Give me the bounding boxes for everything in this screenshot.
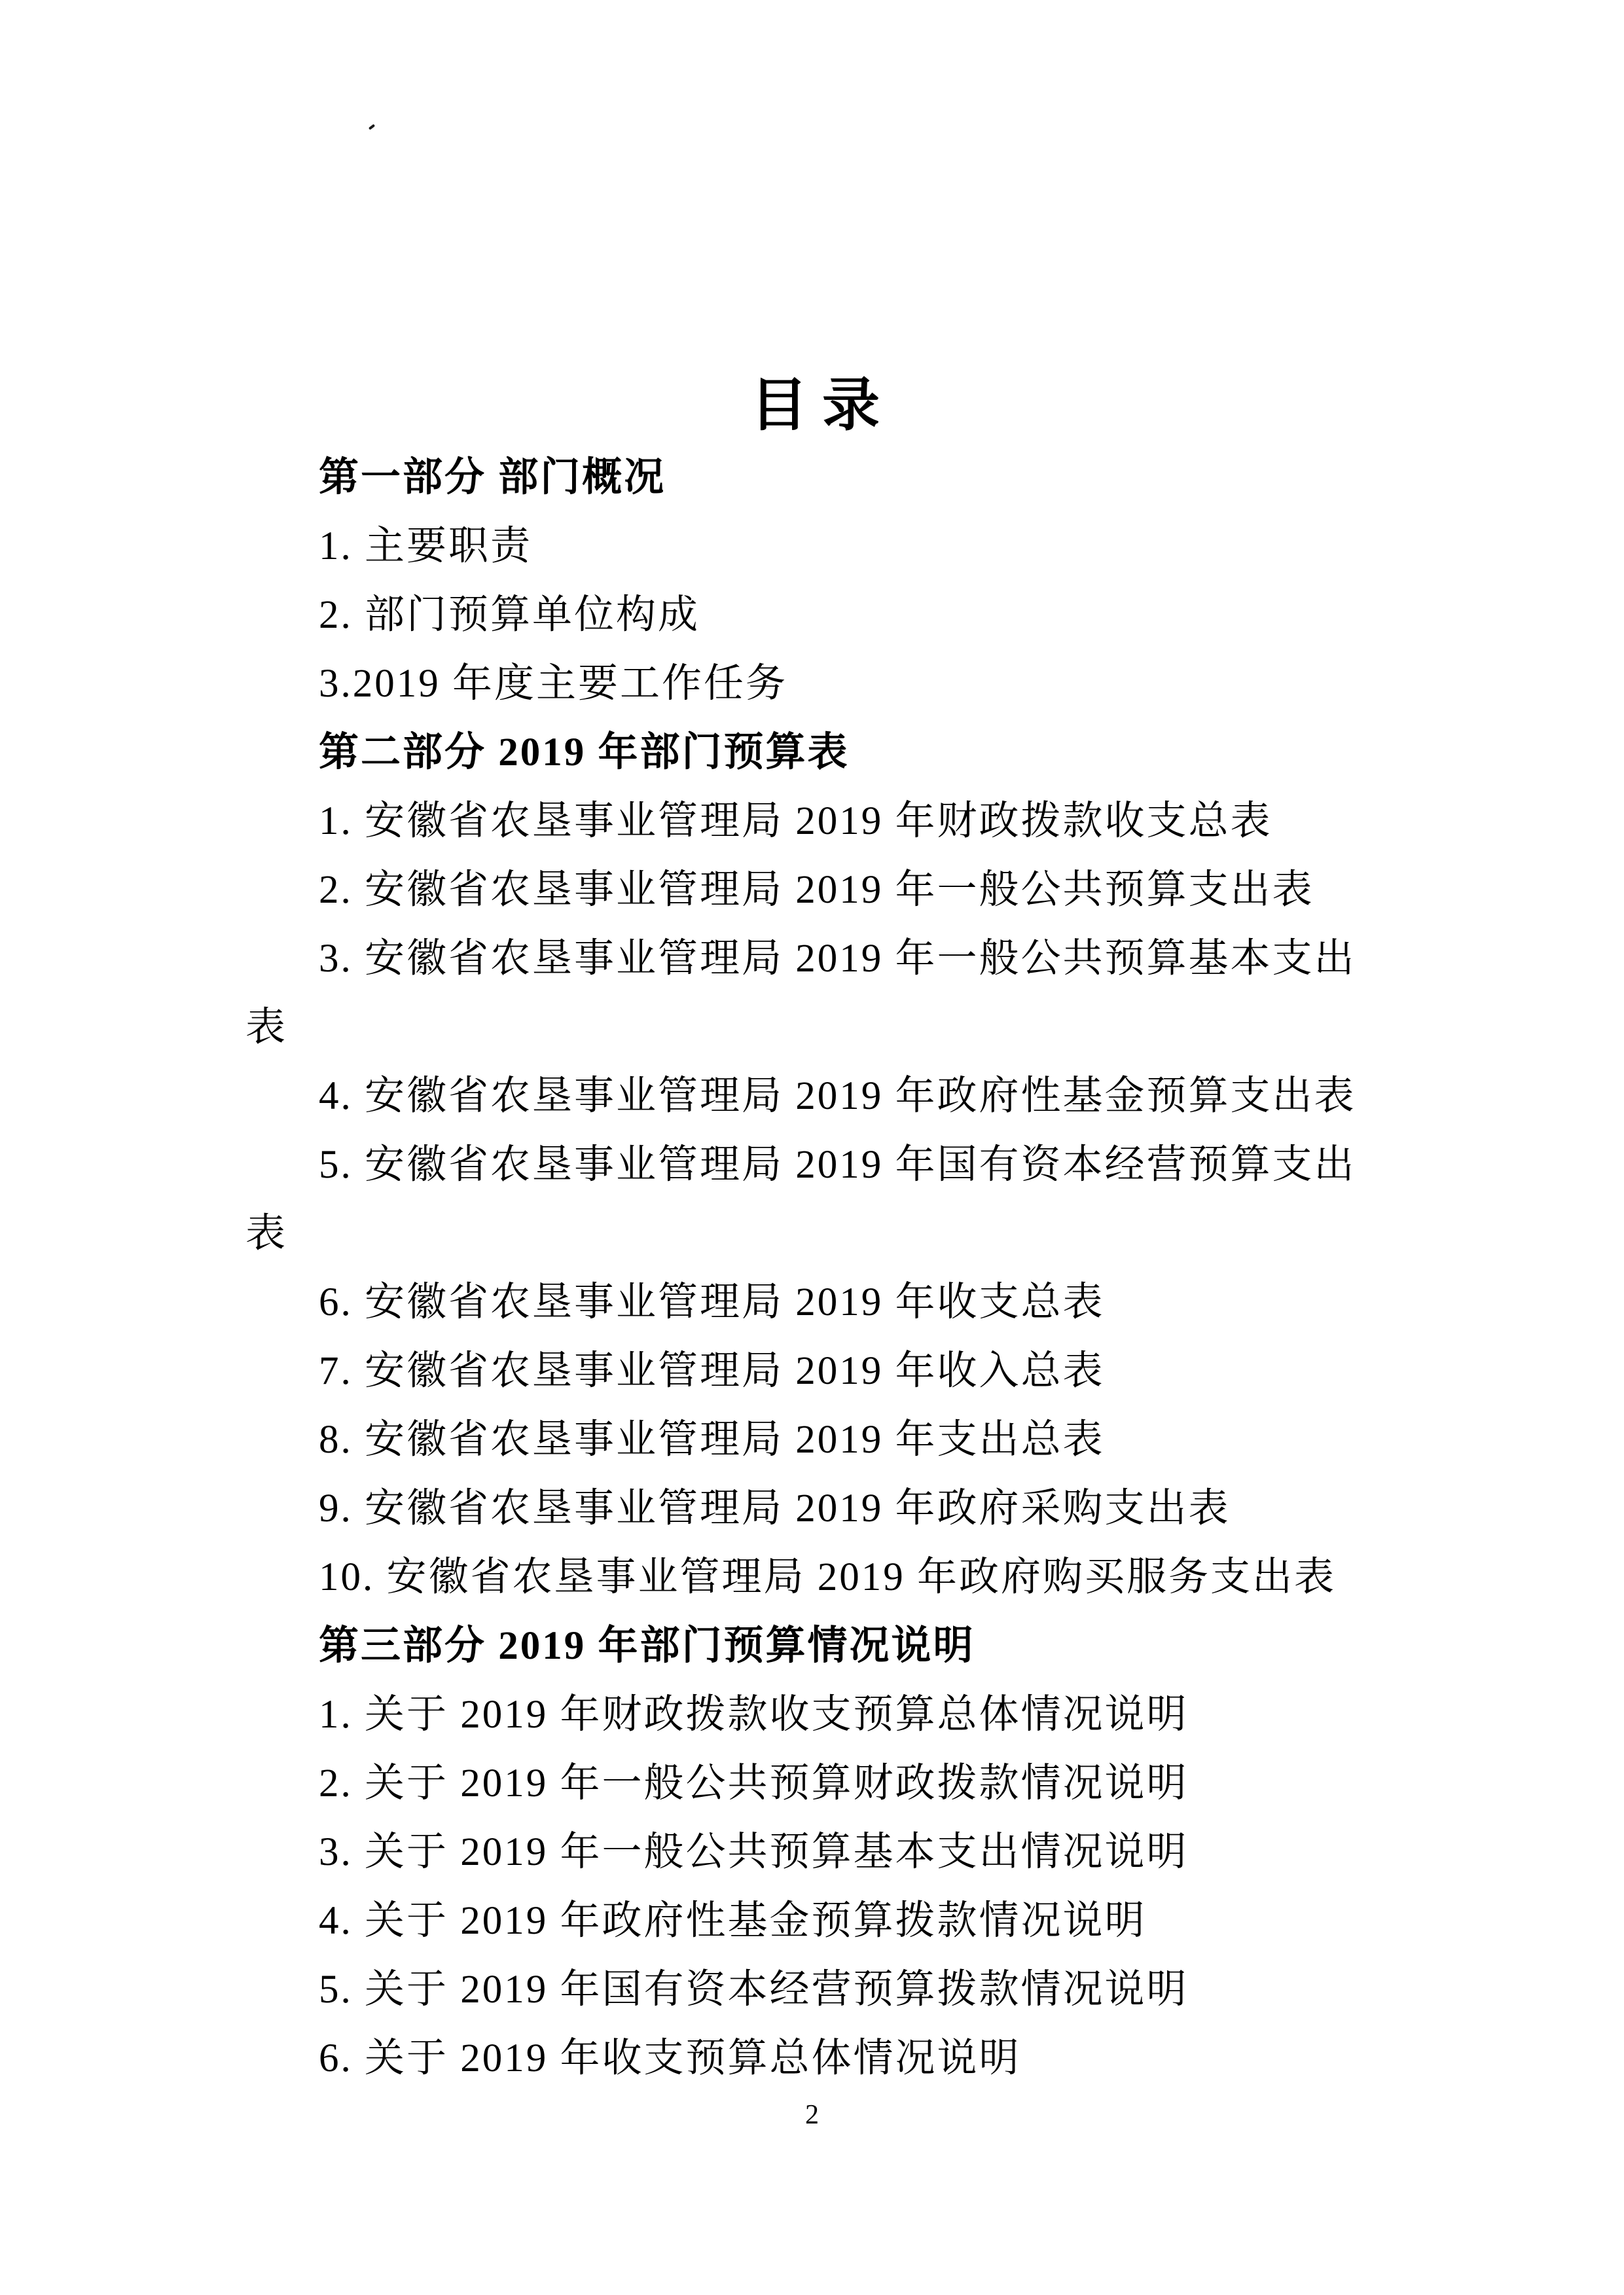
- toc-part2-item-9: 9. 安徽省农垦事业管理局 2019 年政府采购支出表: [319, 1487, 1231, 1530]
- toc-part2-item-5: 5. 安徽省农垦事业管理局 2019 年国有资本经营预算支出: [319, 1143, 1356, 1187]
- toc-part2-item-3-wrap: 表: [245, 1005, 288, 1049]
- toc-part2-item-10: 10. 安徽省农垦事业管理局 2019 年政府购买服务支出表: [319, 1555, 1337, 1599]
- toc-part2-heading: 第二部分 2019 年部门预算表: [319, 731, 850, 774]
- toc-part2-item-5-wrap: 表: [245, 1212, 288, 1256]
- toc-part3-item-5: 5. 关于 2019 年国有资本经营预算拨款情况说明: [319, 1968, 1189, 2012]
- toc-part1-item-3: 3.2019 年度主要工作任务: [319, 662, 788, 706]
- toc-part1-heading: 第一部分 部门概况: [319, 456, 666, 499]
- toc-part2-item-2: 2. 安徽省农垦事业管理局 2019 年一般公共预算支出表: [319, 868, 1314, 912]
- toc-part2-item-4: 4. 安徽省农垦事业管理局 2019 年政府性基金预算支出表: [319, 1074, 1356, 1118]
- toc-part3-item-2: 2. 关于 2019 年一般公共预算财政拨款情况说明: [319, 1762, 1189, 1805]
- toc-part2-item-8: 8. 安徽省农垦事业管理局 2019 年支出总表: [319, 1418, 1105, 1462]
- toc-part3-item-1: 1. 关于 2019 年财政拨款收支预算总体情况说明: [319, 1693, 1189, 1737]
- toc-part2-item-3: 3. 安徽省农垦事业管理局 2019 年一般公共预算基本支出: [319, 937, 1356, 981]
- toc-part3-item-3: 3. 关于 2019 年一般公共预算基本支出情况说明: [319, 1830, 1189, 1874]
- toc-part2-item-1: 1. 安徽省农垦事业管理局 2019 年财政拨款收支总表: [319, 799, 1272, 843]
- toc-part3-heading: 第三部分 2019 年部门预算情况说明: [319, 1624, 975, 1668]
- toc-part3-item-4: 4. 关于 2019 年政府性基金预算拨款情况说明: [319, 1899, 1147, 1943]
- toc-part2-item-6: 6. 安徽省农垦事业管理局 2019 年收支总表: [319, 1280, 1105, 1324]
- scan-artifact-dot: [369, 124, 375, 130]
- toc-part1-item-2: 2. 部门预算单位构成: [319, 593, 700, 637]
- toc-title: 目 录: [749, 374, 880, 438]
- toc-content: [245, 443, 1384, 2093]
- toc-part3-item-6: 6. 关于 2019 年收支预算总体情况说明: [319, 2036, 1021, 2080]
- page-number: 2: [805, 2100, 819, 2130]
- toc-part1-item-1: 1. 主要职责: [319, 524, 533, 568]
- toc-part2-item-7: 7. 安徽省农垦事业管理局 2019 年收入总表: [319, 1349, 1105, 1393]
